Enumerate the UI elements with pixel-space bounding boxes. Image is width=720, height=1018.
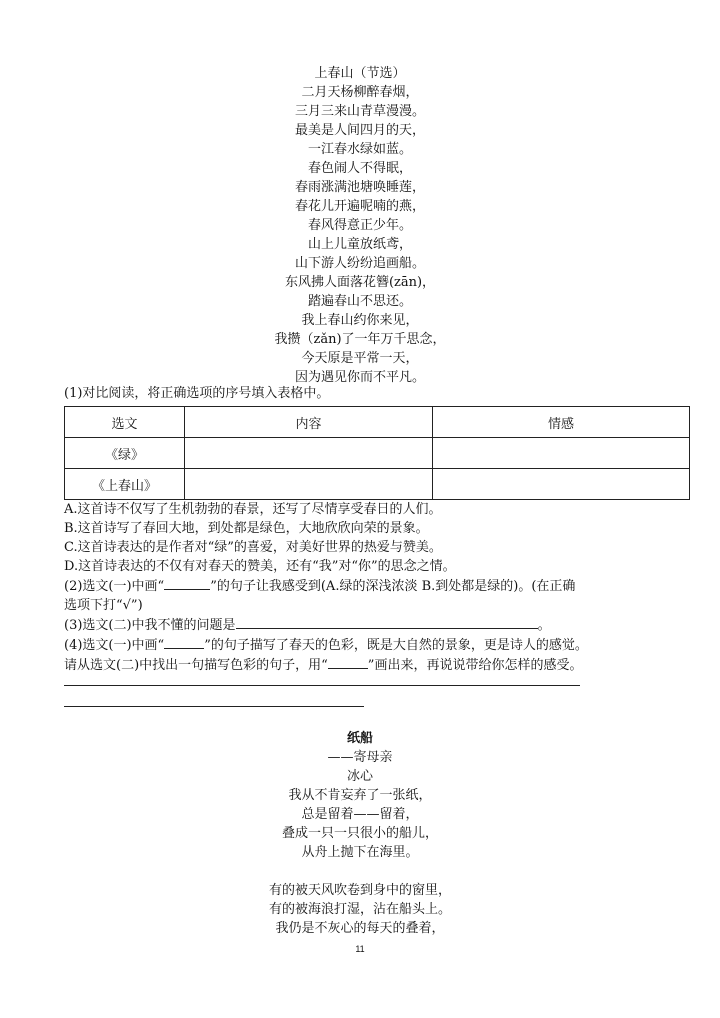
poem-line: 一江春水绿如蓝。 <box>307 142 412 157</box>
poem-line: 我攒（zǎn)了一年万千思念， <box>274 332 446 347</box>
poem-line: 有的被天风吹卷到身中的窗里， <box>268 883 451 898</box>
question-2 <box>64 576 684 596</box>
question-text: ”画出来，再说说带给你怎样的感受。 <box>367 658 583 673</box>
table-row <box>65 438 690 469</box>
poem-line: 我仍是不灰心的每天的叠着， <box>275 921 445 936</box>
table-header: 内容 <box>185 407 433 438</box>
poem-line: 春雨涨满池塘唤睡莲， <box>294 180 425 195</box>
page-number: 11 <box>355 944 365 954</box>
poem-line: 山上儿童放纸鸢， <box>307 237 412 252</box>
poem-title: 纸船 <box>346 731 373 746</box>
poem-zhi-chuan <box>0 729 720 938</box>
comparison-table <box>64 406 690 500</box>
underline-sample <box>328 655 368 669</box>
question-text: (4)选文(一)中画“ <box>64 638 165 653</box>
poem-line: 二月天杨柳醉春烟， <box>301 85 419 100</box>
poem-line: 三月三来山青草漫漫。 <box>294 104 425 119</box>
poem-line: 有的被海浪打湿，沾在船头上。 <box>268 902 451 917</box>
poem-title: 上春山（节选） <box>314 66 406 81</box>
answer-blank[interactable] <box>236 615 538 629</box>
underline-sample <box>164 576 210 590</box>
question-text: 请从选文(二)中找出一句描写色彩的句子，用“ <box>64 658 328 673</box>
question-4-line2 <box>64 655 684 675</box>
option-item: A.这首诗不仅写了生机勃勃的春景，还写了尽情享受春日的人们。 <box>64 502 442 517</box>
option-item: C.这首诗表达的是作者对“绿”的喜爱，对美好世界的热爱与赞美。 <box>64 540 442 555</box>
table-header: 情感 <box>433 407 690 438</box>
answer-cell[interactable] <box>433 438 690 469</box>
table-cell: 《绿》 <box>65 438 185 469</box>
poem-line: 叠成一只一只很小的船儿， <box>281 826 438 841</box>
answer-cell[interactable] <box>185 438 433 469</box>
question-text: (2)选文(一)中画“ <box>64 579 165 594</box>
poem-line: 东风拂人面落花簪(zān)， <box>284 275 436 290</box>
question-text: (3)选文(二)中我不懂的问题是 <box>64 618 236 633</box>
table-row <box>65 469 690 500</box>
answer-line[interactable] <box>64 685 580 686</box>
poem-line: 因为遇见你而不平凡。 <box>294 370 425 385</box>
question-text: ”的句子让我感受到(A.绿的深浅浓淡 B.到处都是绿的)。(在正确 <box>210 579 576 594</box>
poem-author: 冰心 <box>346 769 373 784</box>
table-header-row <box>65 407 690 438</box>
question-1: (1)对比阅读，将正确选项的序号填入表格中。 <box>64 386 330 401</box>
poem-line: 总是留着——留着， <box>301 807 419 822</box>
table-header: 选文 <box>65 407 185 438</box>
question-text: ”的句子描写了春天的色彩，既是大自然的景象，更是诗人的感觉。 <box>204 638 588 653</box>
question-text: 。 <box>537 618 551 633</box>
answer-cell[interactable] <box>185 469 433 500</box>
poem-line: 从舟上抛下在海里。 <box>301 845 419 860</box>
table-cell: 《上春山》 <box>65 469 185 500</box>
poem-line: 春色闹人不得眠， <box>307 161 412 176</box>
option-item: D.这首诗表达的不仅有对春天的赞美，还有“我”对“你”的思念之情。 <box>64 559 456 574</box>
poem-shang-chun-shan <box>0 64 720 387</box>
question-2-line2: 选项下打“√”) <box>64 598 143 613</box>
poem-line: 我从不肯妄弃了一张纸， <box>288 788 432 803</box>
poem-subtitle: ——寄母亲 <box>327 750 393 765</box>
poem-line: 春花儿开遍呢喃的燕， <box>294 199 425 214</box>
option-list <box>64 500 684 576</box>
stanza-gap <box>0 862 720 881</box>
poem-line: 最美是人间四月的天， <box>294 123 425 138</box>
poem-line: 踏遍春山不思还。 <box>307 294 412 309</box>
poem-line: 我上春山约你来见， <box>301 313 419 328</box>
question-4 <box>64 635 684 655</box>
answer-line[interactable] <box>64 706 364 707</box>
questions <box>64 576 684 675</box>
answer-cell[interactable] <box>433 469 690 500</box>
poem-line: 今天原是平常一天， <box>301 351 419 366</box>
poem-line: 春风得意正少年。 <box>307 218 412 233</box>
option-item: B.这首诗写了春回大地，到处都是绿色，大地欣欣向荣的景象。 <box>64 521 429 536</box>
underline-sample <box>164 635 204 649</box>
question-3 <box>64 615 684 635</box>
poem-line: 山下游人纷纷追画船。 <box>294 256 425 271</box>
